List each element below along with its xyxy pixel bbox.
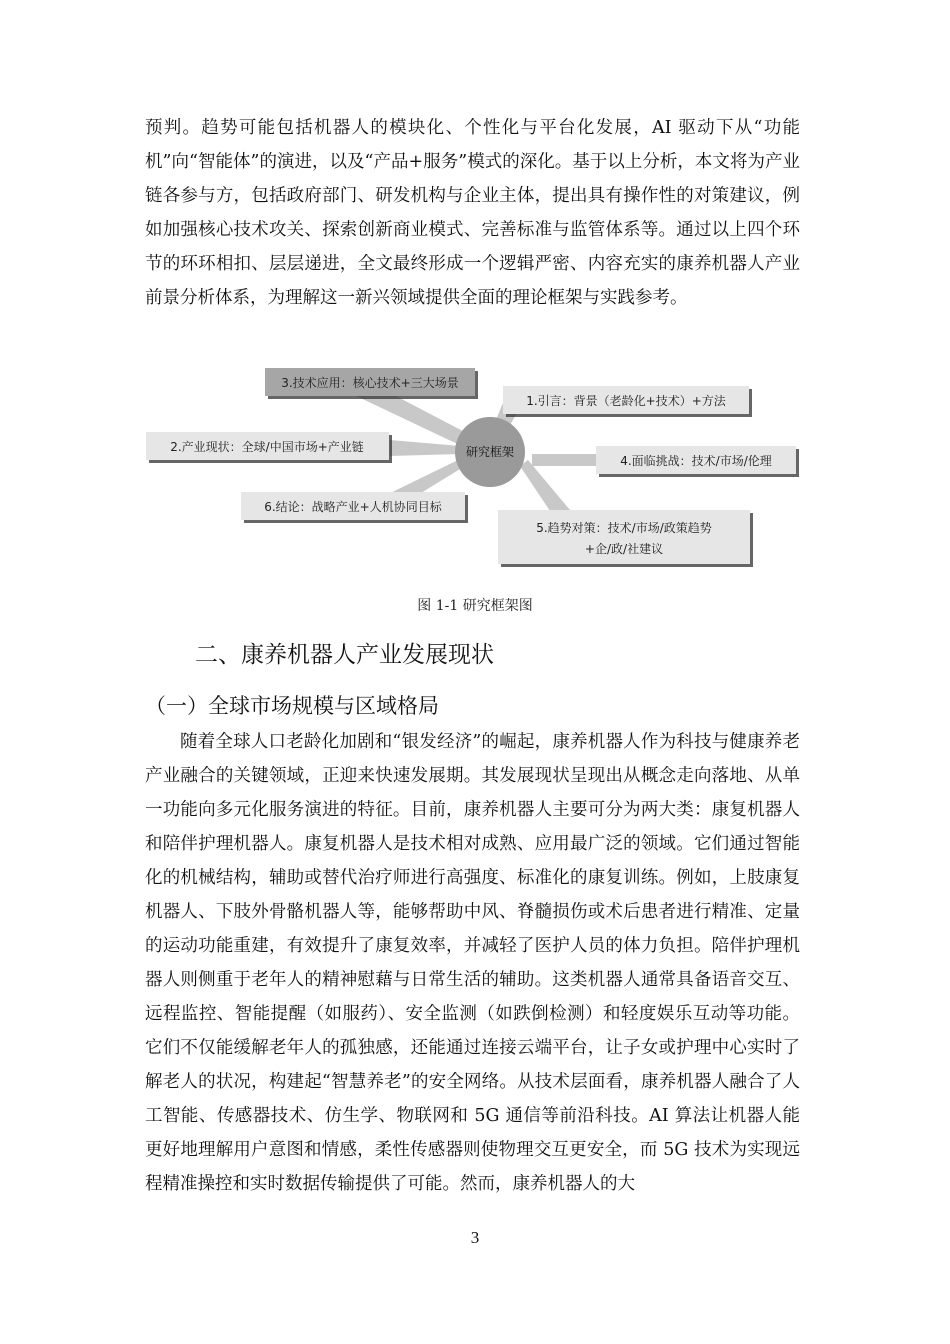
node-challenges xyxy=(596,446,799,477)
node-industry-status xyxy=(146,432,392,463)
research-framework-diagram xyxy=(140,362,805,577)
connector-5 xyxy=(520,460,570,514)
page-number: 3 xyxy=(470,1228,480,1247)
hub-label: 研究框架 xyxy=(465,445,515,459)
figure-caption: 图 1-1 研究框架图 xyxy=(417,598,533,614)
section-heading: 二、康养机器人产业发展现状 xyxy=(195,642,494,668)
intro-paragraph: 预判。趋势可能包括机器人的模块化、个性化与平台化发展，AI 驱动下从“功能机”向“智能体”的演进，以及“产品+服务”模式的深化。基于以上分析，本文将为产业链各参与方，包括政府部门、研发机构与企业主体，提出具有操作性的对策建议，例如加强核心技术攻关、探索创新商业模式、完善标准与监管体系等。通过以上四个环节的环环相扣、层层递进，全文最终形成一个逻辑严密、内容充实的康养机器人产业前景分析体系，为理解这一新兴领域提供全面的理论框架与实践参考。 xyxy=(145,118,800,308)
body-paragraph: 随着全球人口老龄化加剧和“银发经济”的崛起，康养机器人作为科技与健康养老产业融合的关键领域，正迎来快速发展期。其发展现状呈现出从概念走向落地、从单一功能向多元化服务演进的特征。目前，康养机器人主要可分为两大类：康复机器人和陪伴护理机器人。康复机器人是技术相对成熟、应用最广泛的领域。它们通过智能化的机械结构，辅助或替代治疗师进行高强度、标准化的康复训练。例如，上肢康复机器人、下肢外骨骼机器人等，能够帮助中风、脊髓损伤或术后患者进行精准、定量的运动功能重建，有效提升了康复效率，并减轻了医护人员的体力负担。陪伴护理机器人则侧重于老年人的精神慰藉与日常生活的辅助。这类机器人通常具备语音交互、远程监控、智能提醒（如服药）、安全监测（如跌倒检测）和轻度娱乐互动等功能。它们不仅能缓解老年人的孤独感，还能通过连接云端平台，让子女或护理中心实时了解老人的状况，构建起“智慧养老”的安全网络。从技术层面看，康养机器人融合了人工智能、传感器技术、仿生学、物联网和 5G 通信等前沿科技。AI 算法让机器人能更好地理解用户意图和情感，柔性传感器则使物理交互更安全，而 5G 技术为实现远程精准操控和实时数据传输提供了可能。然而，康养机器人的大 xyxy=(145,732,800,1194)
connector-2 xyxy=(390,440,460,456)
node-trends-label-line1: 5.趋势对策：技术/市场/政策趋势 xyxy=(536,521,712,535)
node-introduction xyxy=(503,386,752,417)
node-conclusion-label: 6.结论：战略产业+人机协同目标 xyxy=(264,500,442,514)
node-industry-status-label: 2.产业现状：全球/中国市场+产业链 xyxy=(170,440,364,454)
subsection-heading: （一）全球市场规模与区域格局 xyxy=(145,694,439,718)
node-trends xyxy=(498,510,753,567)
node-introduction-label: 1.引言：背景（老龄化+技术）+方法 xyxy=(526,394,726,408)
node-trends-label-line2: +企/政/社建议 xyxy=(584,542,664,556)
connector-4 xyxy=(532,454,596,466)
node-challenges-label: 4.面临挑战：技术/市场/伦理 xyxy=(620,454,772,468)
node-technology xyxy=(265,368,478,399)
node-technology-label: 3.技术应用：核心技术+三大场景 xyxy=(281,376,459,390)
node-conclusion xyxy=(241,492,468,523)
